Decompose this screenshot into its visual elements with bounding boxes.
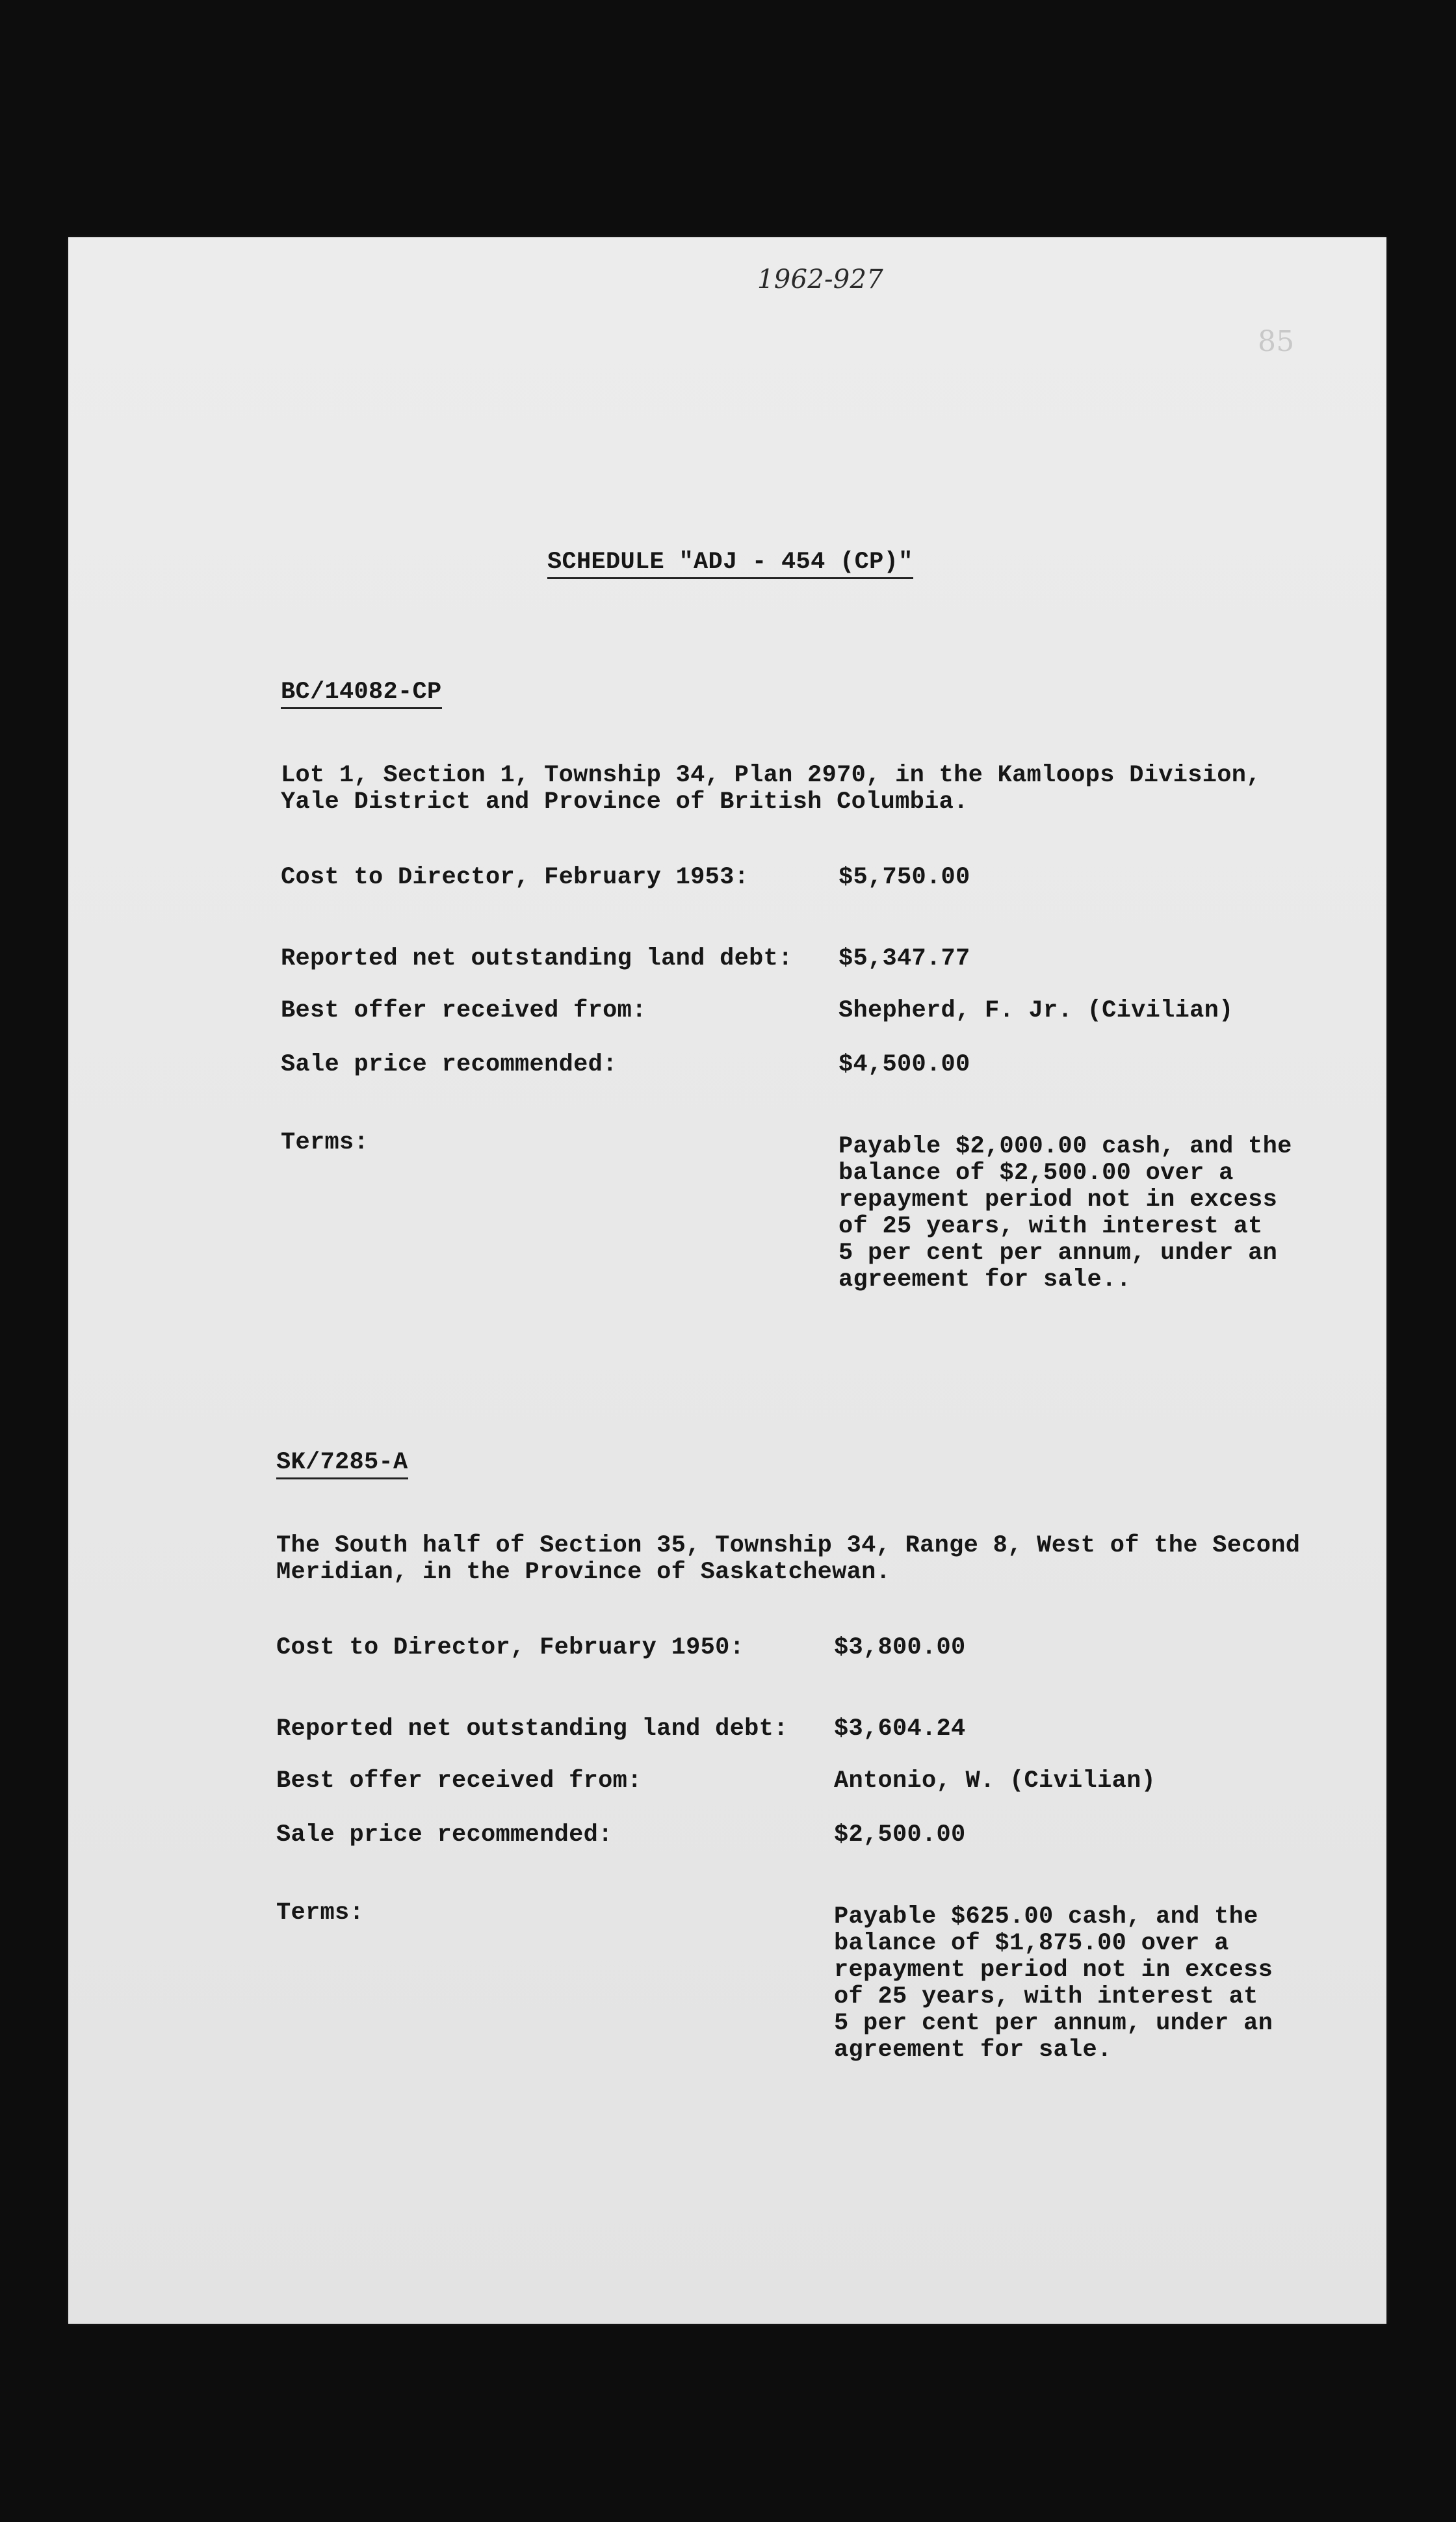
description-line: Meridian, in the Province of Saskatchewan.	[276, 1559, 891, 1586]
schedule-title: SCHEDULE "ADJ - 454 (CP)"	[547, 549, 913, 579]
file-number: SK/7285-A	[276, 1450, 408, 1479]
terms-line: of 25 years, with interest at	[838, 1213, 1263, 1240]
cost-value: $5,750.00	[838, 864, 970, 891]
offer-label: Best offer received from:	[281, 997, 647, 1024]
terms-label: Terms:	[276, 1899, 365, 1927]
debt-value: $3,604.24	[834, 1715, 966, 1743]
offer-value: Antonio, W. (Civilian)	[834, 1767, 1156, 1795]
cost-label: Cost to Director, February 1953:	[281, 864, 749, 891]
page-number: 85	[1258, 325, 1295, 358]
offer-label: Best offer received from:	[276, 1767, 642, 1795]
terms-line: 5 per cent per annum, under an	[834, 2010, 1273, 2037]
terms-line: repayment period not in excess	[838, 1186, 1278, 1214]
terms-line: Payable $2,000.00 cash, and the	[838, 1133, 1292, 1160]
terms-line: 5 per cent per annum, under an	[838, 1240, 1278, 1267]
terms-line: agreement for sale..	[838, 1266, 1132, 1294]
handwritten-file-number: 1962-927	[757, 265, 884, 294]
terms-line: agreement for sale.	[834, 2036, 1112, 2064]
debt-label: Reported net outstanding land debt:	[276, 1715, 788, 1743]
terms-line: balance of $2,500.00 over a	[838, 1160, 1234, 1187]
cost-value: $3,800.00	[834, 1634, 966, 1661]
debt-label: Reported net outstanding land debt:	[281, 945, 793, 972]
price-label: Sale price recommended:	[276, 1821, 613, 1849]
price-value: $2,500.00	[834, 1821, 966, 1849]
debt-value: $5,347.77	[838, 945, 970, 972]
description-line: The South half of Section 35, Township 34, Range 8, West of the Second	[276, 1532, 1301, 1559]
price-value: $4,500.00	[838, 1051, 970, 1078]
terms-line: repayment period not in excess	[834, 1956, 1273, 1984]
terms-label: Terms:	[281, 1129, 369, 1156]
description-line: Yale District and Province of British Columbia.	[281, 788, 968, 816]
document-page	[68, 237, 1386, 2324]
cost-label: Cost to Director, February 1950:	[276, 1634, 745, 1661]
file-number: BC/14082-CP	[281, 679, 442, 709]
price-label: Sale price recommended:	[281, 1051, 618, 1078]
terms-line: Payable $625.00 cash, and the	[834, 1903, 1258, 1930]
offer-value: Shepherd, F. Jr. (Civilian)	[838, 997, 1234, 1024]
terms-line: balance of $1,875.00 over a	[834, 1930, 1229, 1957]
description-line: Lot 1, Section 1, Township 34, Plan 2970, in the Kamloops Division,	[281, 762, 1261, 789]
terms-line: of 25 years, with interest at	[834, 1983, 1258, 2010]
